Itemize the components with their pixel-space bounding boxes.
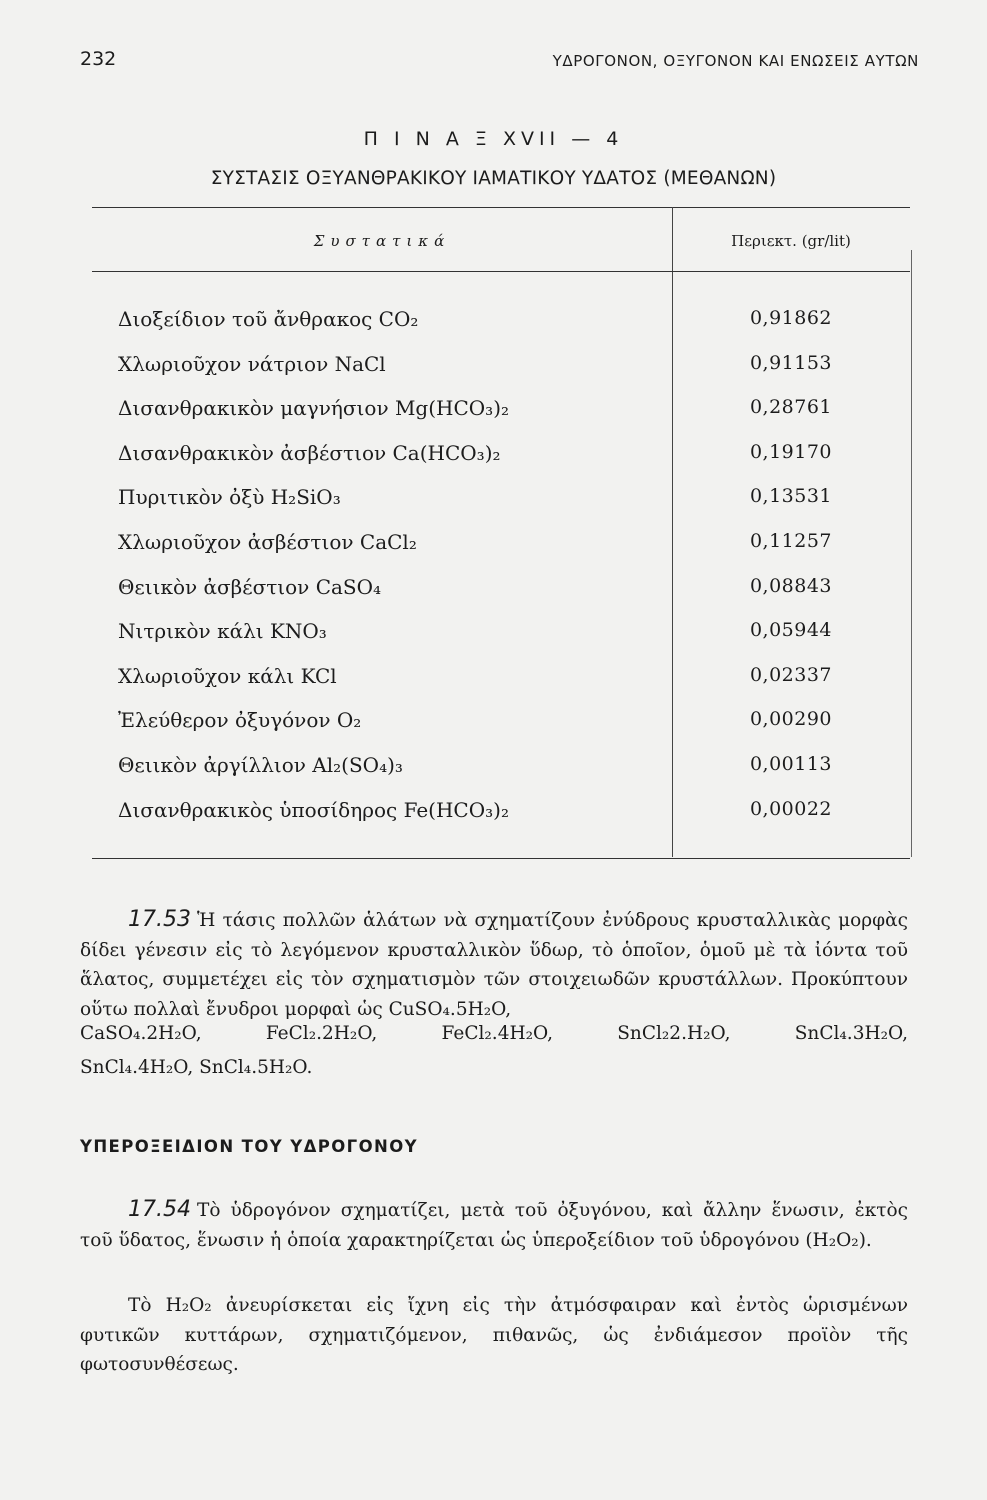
formula: FeCl₂.2H₂O, [265, 1023, 378, 1044]
formula: FeCl₂.4H₂O, [441, 1023, 553, 1044]
paragraph-17-53 [80, 905, 908, 1024]
component-value: 0,19170 [749, 440, 833, 463]
component-name: Δισανθρακικὸν μαγνήσιον Mg(HCO₃)₂ [118, 396, 510, 421]
table-row [92, 396, 910, 441]
table-row [92, 798, 910, 843]
formula-line [80, 1023, 908, 1044]
table-row [92, 441, 910, 486]
table-row [92, 708, 910, 753]
section-heading: ΥΠΕΡΟΞΕΙΔΙΟΝ ΤΟΥ ΥΔΡΟΓΟΝΟΥ [80, 1137, 419, 1156]
component-value: 0,11257 [749, 529, 833, 552]
table-row [92, 485, 910, 530]
paragraph-text: Ἡ τάσις πολλῶν ἁλάτων νὰ σχηματίζουν ἐνύδρους κρυσταλλικὰς μορφὰς δίδει γένεσιν εἰς τὸ λεγόμενον κρυσταλλικὸν ὕδωρ, τὸ ὁποῖον, ὁμοῦ μὲ τὰ ἰόντα τοῦ ἅλατος, συμμετέχει εἰς τὸν σχηματισμὸν τῶν στοιχειωδῶν κρυστάλλων. Προκύπτουν οὕτω πολλαὶ ἔνυδροι μορφαὶ ὡς CuSO₄.5H₂O, [80, 910, 908, 1020]
component-value: 0,05944 [749, 619, 833, 642]
formula: SnCl₄.3H₂O, [794, 1023, 908, 1044]
component-name: Νιτρικὸν κάλι KNO₃ [118, 619, 327, 644]
formula: SnCl₂2.H₂O, [617, 1023, 731, 1044]
table-row [92, 753, 910, 798]
component-value: 0,91153 [749, 351, 833, 374]
table-row [92, 575, 910, 620]
component-value: 0,08843 [749, 574, 833, 597]
paragraph-text: Τὸ ὑδρογόνον σχηματίζει, μετὰ τοῦ ὀξυγόνου, καὶ ἄλλην ἕνωσιν, ἐκτὸς τοῦ ὕδατος, ἕνωσιν ἡ ὁποία χαρακτηρίζεται ὡς ὑπεροξείδιον τοῦ ὑδρογόνου (H₂O₂). [80, 1200, 908, 1251]
component-name: Πυριτικὸν ὀξὺ H₂SiO₃ [118, 485, 341, 510]
paragraph-17-53-end: SnCl₄.4H₂O, SnCl₄.5H₂O. [80, 1057, 313, 1078]
component-name: Χλωριοῦχον ἀσβέστιον CaCl₂ [118, 529, 417, 554]
column-header-component: Συστατικά [313, 232, 451, 250]
paragraph-h2o2: Τὸ H₂O₂ ἀνευρίσκεται εἰς ἴχνη εἰς τὴν ἀτμόσφαιραν καὶ ἐντὸς ὡρισμένων φυτικῶν κυττάρων, σχηματιζόμενον, πιθανῶς, ὡς ἐνδιάμεσον προϊὸν τῆς φωτοσυνθέσεως. [80, 1295, 908, 1375]
table-row [92, 307, 910, 352]
component-name: Ἐλεύθερον ὀξυγόνον O₂ [118, 708, 362, 733]
table-row [92, 664, 910, 709]
component-value: 0,00022 [749, 797, 833, 820]
component-name: Θειικὸν ἀσβέστιον CaSO₄ [118, 574, 382, 599]
table-rows [92, 307, 910, 842]
paragraph-number: 17.54 [128, 1197, 191, 1222]
component-value: 0,00290 [749, 708, 833, 731]
component-name: Χλωριοῦχον νάτριον NaCl [118, 351, 386, 376]
component-name: Θειικὸν ἀργίλλιον Al₂(SO₄)₃ [118, 752, 403, 777]
table-title: Π Ι Ν Α Ξ XVII — 4 [363, 128, 624, 150]
component-value: 0,00113 [749, 752, 833, 775]
table-row [92, 619, 910, 664]
component-name: Δισανθρακικὸν ἀσβέστιον Ca(HCO₃)₂ [118, 440, 501, 465]
running-title: ΥΔΡΟΓΟΝΟΝ, ΟΞΥΓΟΝΟΝ ΚΑΙ ΕΝΩΣΕΙΣ ΑΥΤΩΝ [552, 52, 919, 70]
component-value: 0,91862 [749, 307, 833, 329]
formula: CaSO₄.2H₂O, [80, 1023, 202, 1044]
table-subtitle: ΣΥΣΤΑΣΙΣ ΟΞΥΑΝΘΡΑΚΙΚΟΥ ΙΑΜΑΤΙΚΟΥ ΥΔΑΤΟΣ (ΜΕΘΑΝΩΝ) [210, 168, 777, 189]
component-name: Δισανθρακικὸς ὑποσίδηρος Fe(HCO₃)₂ [118, 797, 509, 822]
table-row [92, 530, 910, 575]
component-value: 0,13531 [749, 485, 833, 508]
column-header-content: Περιεκτ. (gr/lit) [731, 232, 851, 250]
table-right-edge [911, 250, 912, 857]
component-value: 0,28761 [749, 396, 833, 419]
component-name: Διοξείδιον τοῦ ἄνθρακος CO₂ [118, 307, 419, 331]
page-number: 232 [80, 48, 117, 70]
paragraph-number: 17.53 [128, 907, 191, 932]
component-name: Χλωριοῦχον κάλι KCl [118, 663, 337, 688]
table-row [92, 352, 910, 397]
table-header-rule [92, 271, 910, 272]
paragraph-17-54 [80, 1195, 908, 1255]
component-value: 0,02337 [749, 663, 833, 686]
